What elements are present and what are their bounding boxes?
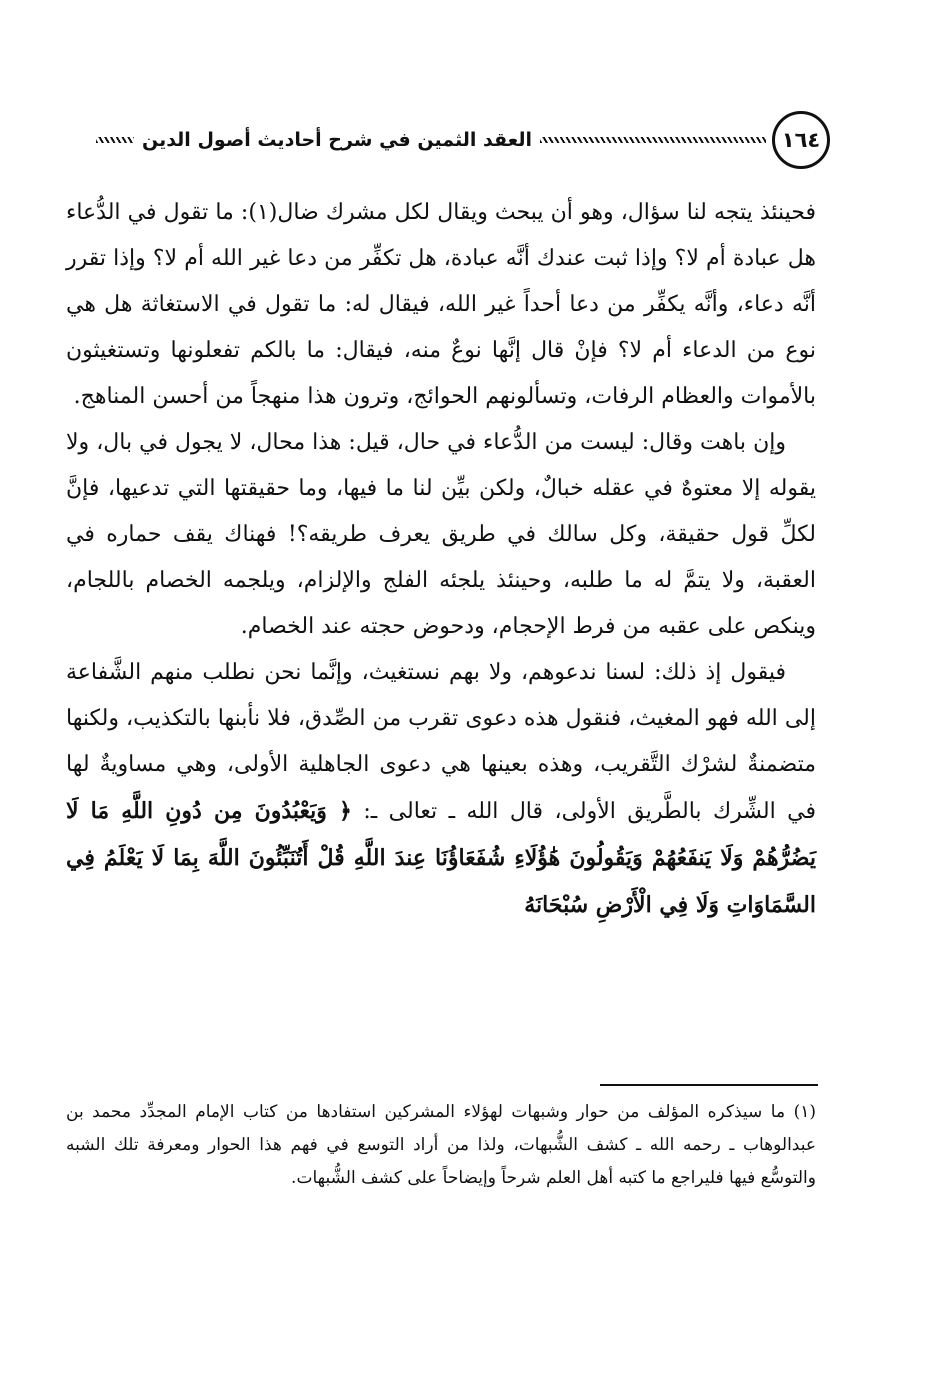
paragraph-3-text: فيقول إذ ذلك: لسنا ندعوهم، ولا بهم نستغيث، وإنَّما نحن نطلب منهم الشَّفاعة إلى الله فهو المغيث، فنقول هذه دعوى تقرب من الصِّدق، فلا نأبنها بالتكذيب، ولكنها متضمنةٌ لشرْك التَّقريب، وهذه بعينها هي دعوى الجاهلية الأولى، وهي مساويةٌ لها في الشِّرك بالطَّريق الأولى، قال الله ـ تعالى ـ: bbox=[66, 660, 816, 824]
page-number: ١٦٤ bbox=[772, 111, 830, 169]
paragraph-3 bbox=[66, 650, 816, 929]
header-ornament-rule bbox=[540, 137, 766, 143]
footnote-separator bbox=[600, 1084, 818, 1086]
running-header bbox=[60, 129, 766, 151]
footnote-text: (١) ما سيذكره المؤلف من حوار وشبهات لهؤلاء المشركين استفادها من كتاب الإمام المجدِّد محمد بن عبدالوهاب ـ رحمه الله ـ كشف الشُّبهات، ولذا من أراد التوسع في فهم هذا الحوار ومعرفة تلك الشبه والتوسُّع فيها فليراجع ما كتبه أهل العلم شرحاً وإيضاحاً على كشف الشُّبهات. bbox=[66, 1102, 816, 1188]
body-text bbox=[66, 190, 816, 929]
footnote bbox=[66, 1096, 816, 1195]
running-title: العقد الثمين في شرح أحاديث أصول الدين bbox=[141, 129, 532, 151]
quran-verse: ﴿ وَيَعْبُدُونَ مِن دُونِ اللَّهِ مَا لَا يَضُرُّهُمْ وَلَا يَنفَعُهُمْ وَيَقُولُونَ هَٰؤُلَاءِ شُفَعَاؤُنَا عِندَ اللَّهِ قُلْ أَتُنَبِّئُونَ اللَّهَ بِمَا لَا يَعْلَمُ فِي السَّمَاوَاتِ وَلَا فِي الْأَرْضِ سُبْحَانَهُ bbox=[66, 798, 816, 918]
page-header bbox=[60, 110, 830, 170]
header-ornament-rule-end bbox=[96, 137, 134, 143]
paragraph-2: وإن باهت وقال: ليست من الدُّعاء في حال، قيل: هذا محال، لا يجول في بال، ولا يقوله إلا معتوهٌ في عقله خبالٌ، ولكن بيِّن لنا ما فيها، وما حقيقتها التي تدعيها، فإنَّ لكلِّ قول حقيقة، وكل سالك في طريق يعرف طريقه؟! فهناك يقف حماره في العقبة، ولا يتمَّ له ما طلبه، وحينئذ يلجئه الفلج والإلزام، ويلجمه الخصام باللجام، وينكص على عقبه من فرط الإحجام، ودحوض حجته عند الخصام. bbox=[66, 430, 816, 639]
paragraph-1: فحينئذ يتجه لنا سؤال، وهو أن يبحث ويقال لكل مشرك ضال(١): ما تقول في الدُّعاء هل عبادة أم لا؟ وإذا ثبت عندك أنَّه عبادة، هل تكفِّر من دعا غير الله أم لا؟ وإذا تقرر أنَّه دعاء، وأنَّه يكفِّر من دعا أحداً غير الله، فيقال له: ما تقول في الاستغاثة هل هي نوع من الدعاء أم لا؟ فإنْ قال إنَّها نوعٌ منه، فيقال: ما بالكم تفعلونها وتستغيثون بالأموات والعظام الرفات، وتسألونهم الحوائج، وترون هذا منهجاً من أحسن المناهج. bbox=[66, 200, 817, 409]
